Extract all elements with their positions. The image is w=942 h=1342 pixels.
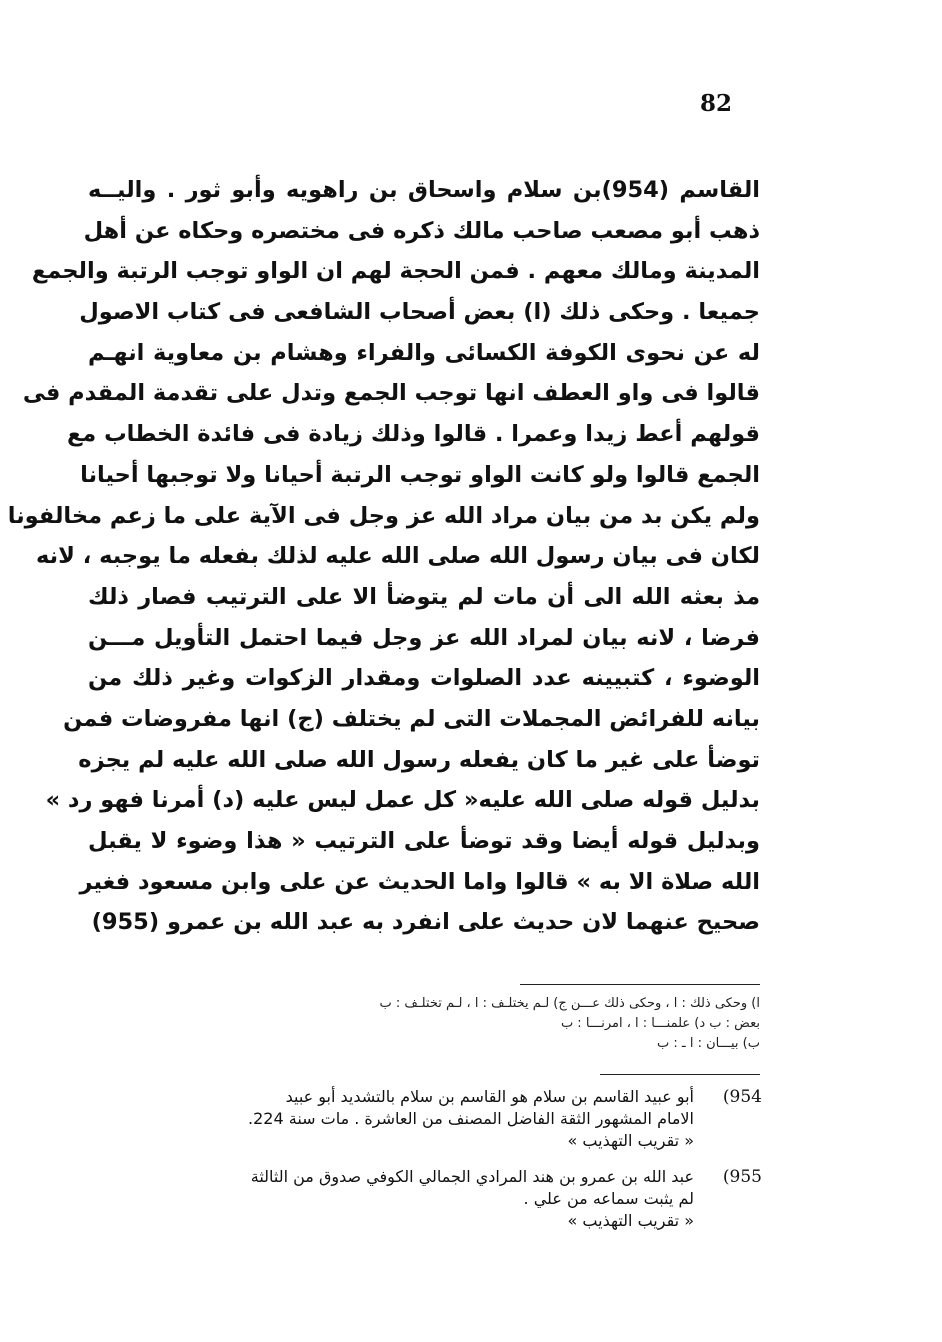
body-line: ولم يكن بد من بيان مراد الله عز وجل فى الآية على ما زعم مخالفونا (7, 502, 760, 529)
footnote-line: أبو عبيد القاسم بن سلام هو القاسم بن سلام بالتشديد أبو عبيد (285, 1087, 694, 1106)
body-line: فرضا ، لانه بيان لمراد الله عز وجل فيما احتمل التأويل مـــن (88, 624, 760, 651)
body-line: بيانه للفرائض المجملات التى لم يختلف (ج) انها مفروضات فمن (63, 705, 760, 732)
body-line: توضأ على غير ما كان يفعله رسول الله صلى الله عليه لم يجزه (78, 746, 760, 773)
body-line: القاسم (954)بن سلام واسحاق بن راهويه وأبو ثور . واليــه (88, 177, 760, 203)
footnote-body (82, 1166, 694, 1232)
body-line: صحيح عنهما لان حديث على انفرد به عبد الله بن عمرو (955) (91, 909, 760, 936)
footnote-line: عبد الله بن عمرو بن هند المرادي الجمالي الكوفي صدوق من الثالثة (250, 1167, 694, 1186)
body-line: الوضوء ، كتبيينه عدد الصلوات ومقدار الزكوات وغير ذلك من (88, 665, 760, 692)
footnote-body (82, 1086, 694, 1152)
body-line: وبدليل قوله أيضا وقد توضأ على الترتيب « هذا وضوء لا يقبل (88, 828, 760, 854)
footnote-955 (82, 1166, 762, 1232)
body-line: ذهب أبو مصعب صاحب مالك ذكره فى مختصره وحكاه عن أهل (83, 217, 760, 244)
body-line: قالوا فى واو العطف انها توجب الجمع وتدل على تقدمة المقدم فى (22, 380, 760, 407)
variant-note: ب) بيـــان : ا ـ : ب (657, 1036, 760, 1051)
variant-note: بعض : ب د) علمنـــا : ا ، امرنـــا : ب (560, 1016, 760, 1031)
body-line: مذ بعثه الله الى أن مات لم يتوضأ الا على الترتيب فصار ذلك (88, 583, 760, 610)
body-line: الله صلاة الا به » قالوا واما الحديث عن على وابن مسعود فغير (79, 868, 760, 895)
body-line: الجمع قالوا ولو كانت الواو توجب الرتبة أحيانا ولا توجبها أحيانا (80, 461, 760, 488)
body-line: جميعا . وحكى ذلك (ا) بعض أصحاب الشافعى فى كتاب الاصول (79, 299, 760, 326)
main-text (7, 170, 760, 943)
footnote-line: « تقريب التهذيب » (567, 1131, 694, 1150)
page-number: 82 (700, 90, 733, 117)
body-line: لكان فى بيان رسول الله صلى الله عليه لذلك بفعله ما يوجبه ، لانه (36, 543, 760, 570)
footnote-954 (82, 1086, 762, 1152)
footnote-number: 955) (722, 1167, 762, 1187)
footnote-line: « تقريب التهذيب » (567, 1211, 694, 1230)
body-line: قولهم أعط زيدا وعمرا . قالوا وذلك زيادة فى فائدة الخطاب مع (66, 421, 760, 448)
footnote-line: لم يثبت سماعه من علي . (523, 1189, 694, 1208)
body-line: له عن نحوى الكوفة الكسائى والفراء وهشام بن معاوية انهـم (88, 339, 760, 366)
footnote-line: الامام المشهور الثقة الفاضل المصنف من العاشرة . مات سنة 224. (248, 1109, 694, 1128)
footnote-number: 954) (722, 1087, 762, 1107)
body-line: المدينة ومالك معهم . فمن الحجة لهم ان الواو توجب الرتبة والجمع (31, 258, 760, 285)
body-line: بدليل قوله صلى الله عليه« كل عمل ليس عليه (د) أمرنا فهو رد » (45, 787, 760, 814)
variant-notes (379, 994, 760, 1054)
notes-divider (520, 984, 760, 985)
footnotes-divider (600, 1074, 760, 1075)
variant-note: ا) وحكى ذلك : ا ، وحكى ذلك عـــن ج) لـم يختلـف : ا ، لـم تختلـف : ب (379, 996, 760, 1011)
